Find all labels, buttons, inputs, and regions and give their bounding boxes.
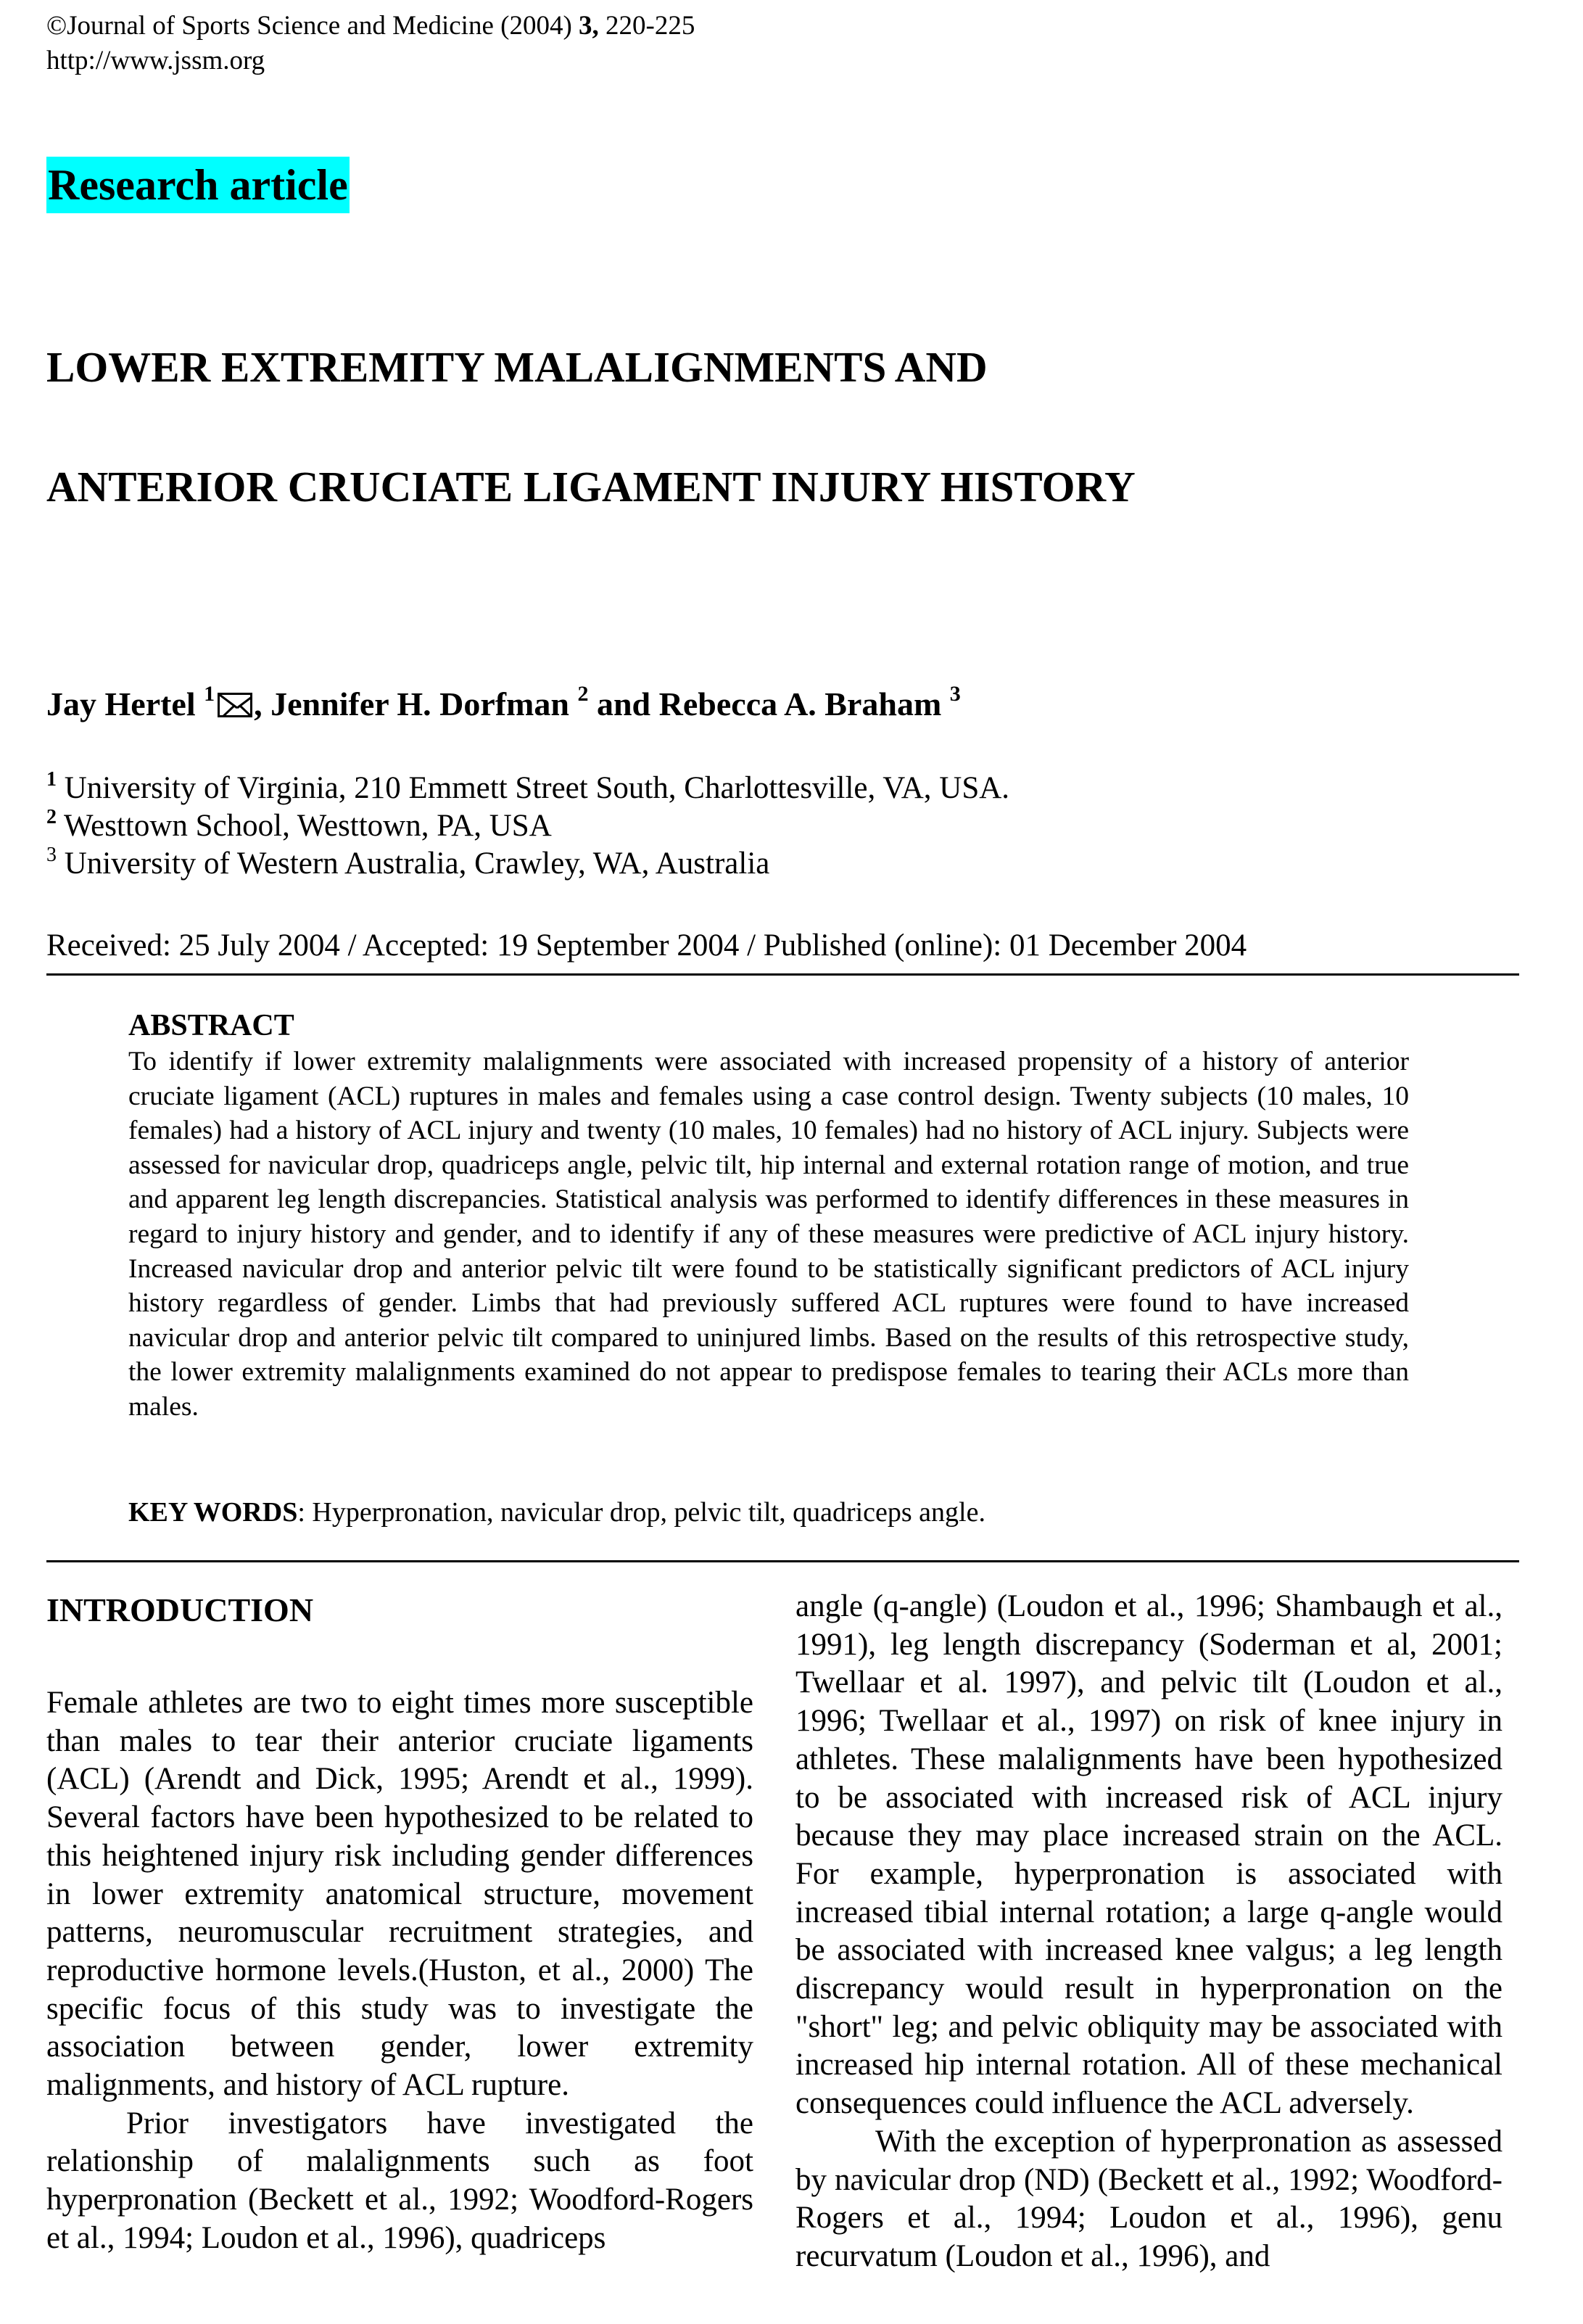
abstract-body: To identify if lower extremity malalignments were associated with increased propensity of a history of anterior cruciate ligament (ACL) ruptures in males and females using a case control design. Twenty subjects (10 males, 10 females) had a history of ACL injury and twenty (10 males, 10 females) had no history of ACL injury. Subjects were assessed for navicular drop, quadriceps angle, pelvic tilt, hip internal and external rotation range of motion, and true and apparent leg length discrepancies. Statistical analysis was performed to identify differences in these measures in regard to injury history and gender, and to identify if any of these measures were predictive of ACL injury history. Increased navicular drop and anterior pelvic tilt were found to be statistically significant predictors of ACL injury history regardless of gender. Limbs that had previously suffered ACL ruptures were found to have increased navicular drop and anterior pelvic tilt compared to uninjured limbs. Based on the results of this retrospective study, the lower extremity malalignments examined do not appear to predispose females to tearing their ACLs more than males. bbox=[128, 1047, 1409, 1422]
author-name: Jay Hertel bbox=[46, 685, 204, 722]
keywords-label: KEY WORDS bbox=[128, 1497, 298, 1528]
article-type-label: Research article bbox=[46, 157, 350, 213]
keywords-text: : Hyperpronation, navicular drop, pelvic tilt, quadriceps angle. bbox=[297, 1497, 985, 1528]
affiliation-text: University of Western Australia, Crawley, WA, Australia bbox=[57, 846, 770, 881]
author-affiliation-mark: 1 bbox=[204, 681, 215, 706]
author-list bbox=[46, 681, 961, 723]
article-title-line-1: LOWER EXTREMITY MALALIGNMENTS AND bbox=[46, 343, 988, 391]
keywords bbox=[128, 1496, 985, 1528]
journal-url[interactable]: http://www.jssm.org bbox=[46, 46, 265, 75]
affiliation-mark: 2 bbox=[46, 805, 57, 828]
paragraph: With the exception of hyperpronation as assessed by navicular drop (ND) (Beckett et al., 1992; Woodford-Rogers et al., 1994; Loudon et al., 1996), genu recurvatum (Loudon et al., 1996), and bbox=[795, 2124, 1503, 2273]
author-name: , Jennifer H. Dorfman bbox=[254, 685, 578, 722]
affiliation bbox=[46, 767, 1010, 806]
affiliation bbox=[46, 843, 770, 881]
affiliation-mark: 3 bbox=[46, 843, 57, 866]
affiliation-text: University of Virginia, 210 Emmett Street South, Charlottesville, VA, USA. bbox=[57, 771, 1010, 805]
author-affiliation-mark: 3 bbox=[949, 681, 961, 706]
section-heading-introduction: INTRODUCTION bbox=[46, 1591, 314, 1628]
journal-volume: 3, bbox=[579, 11, 599, 41]
journal-pages: 220-225 bbox=[598, 11, 695, 41]
affiliation bbox=[46, 805, 552, 844]
paragraph: angle (q-angle) (Loudon et al., 1996; Shambaugh et al., 1991), leg length discrepancy (Soderman et al, 2001; Twellaar et al. 1997), and pelvic tilt (Loudon et al., 1996; Twellaar et al., 1997) on risk of knee injury in athletes. These malalignments have been hypothesized to be associated with increased risk of ACL injury because they may place increased strain on the ACL. For example, hyperpronation is associated with increased tibial internal rotation; a large q-angle would be associated with increased knee valgus; a leg length discrepancy would result in hyperpronation on the "short" leg; and pelvic obliquity may be associated with increased hip internal rotation. All of these mechanical consequences could influence the ACL adversely. bbox=[795, 1589, 1503, 2121]
abstract-heading: ABSTRACT bbox=[128, 1009, 294, 1042]
author-name: and Rebecca A. Braham bbox=[588, 685, 950, 722]
article-title-line-2: ANTERIOR CRUCIATE LIGAMENT INJURY HISTORY bbox=[46, 463, 1136, 511]
journal-name: ©Journal of Sports Science and Medicine (2004) bbox=[46, 11, 579, 41]
body-column-left bbox=[46, 1684, 753, 2258]
body-column-right bbox=[795, 1588, 1503, 2276]
paragraph: Female athletes are two to eight times more susceptible than males to tear their anterior cruciate ligaments (ACL) (Arendt and Dick, 1995; Arendt et al., 1999). Several factors have been hypothesized to be related to this heightened injury risk including gender differences in lower extremity anatomical structure, movement patterns, neuromuscular recruitment strategies, and reproductive hormone levels.(Huston, et al., 2000) The specific focus of this study was to investigate the association between gender, lower extremity malignments, and history of ACL rupture. bbox=[46, 1686, 753, 2103]
journal-citation bbox=[46, 10, 695, 42]
author-affiliation-mark: 2 bbox=[577, 681, 589, 706]
affiliation-mark: 1 bbox=[46, 767, 57, 791]
publication-dates: Received: 25 July 2004 / Accepted: 19 September 2004 / Published (online): 01 December 2004 bbox=[46, 928, 1247, 963]
paragraph: Prior investigators have investigated the relationship of malalignments such as foot hyperpronation (Beckett et al., 1992; Woodford-Rogers et al., 1994; Loudon et al., 1996), quadriceps bbox=[46, 2106, 753, 2255]
email-envelope-icon[interactable] bbox=[218, 693, 252, 717]
affiliation-text: Westtown School, Westtown, PA, USA bbox=[57, 809, 552, 843]
divider bbox=[46, 1560, 1519, 1562]
divider bbox=[46, 973, 1519, 976]
